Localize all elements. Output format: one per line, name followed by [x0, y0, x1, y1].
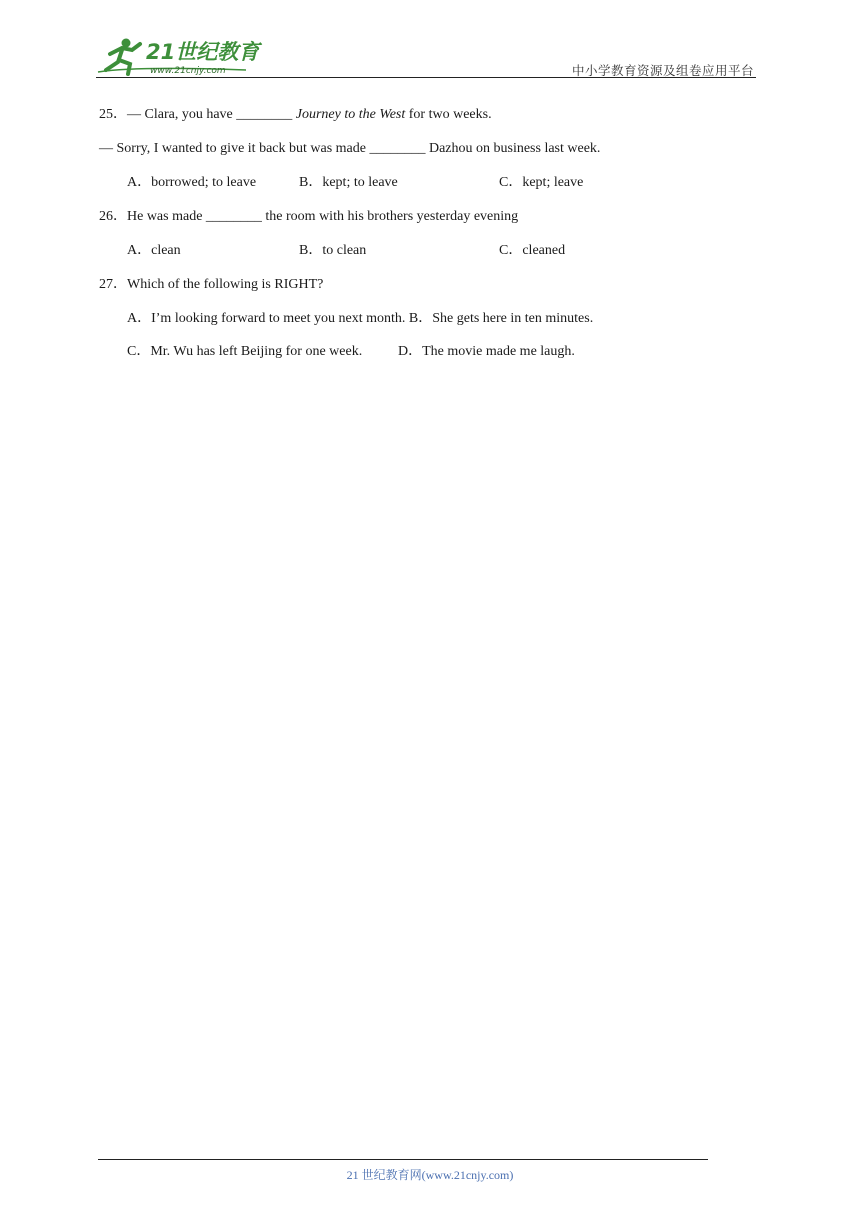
question-27-option-c: C．Mr. Wu has left Beijing for one week. — [127, 344, 363, 359]
question-26-option-c: C．cleaned — [499, 243, 566, 258]
question-25-text-part1: — Clara, you have ________ — [127, 107, 296, 122]
question-27-option-d: D．The movie made me laugh. — [398, 344, 575, 359]
question-25-number: 25． — [99, 107, 127, 122]
svg-text:www.21cnjy.com: www.21cnjy.com — [150, 66, 226, 76]
footer-site-link[interactable]: 21 世纪教育网(www.21cnjy.com) — [346, 1168, 514, 1182]
question-27-options-a-b: A．I’m looking forward to meet you next month. B．She gets here in ten minutes. — [127, 311, 594, 326]
header-site-title: 中小学教育资源及组卷应用平台 — [571, 63, 754, 78]
svg-text:21世纪教育: 21世纪教育 — [146, 40, 260, 64]
question-25-option-c: C．kept; leave — [499, 175, 584, 190]
question-26-option-a: A．clean — [127, 243, 181, 258]
question-25-response: — Sorry, I wanted to give it back but was made ________ Dazhou on business last week. — [99, 141, 601, 156]
footer-divider — [98, 1159, 708, 1160]
question-25-option-b: B．kept; to leave — [299, 175, 398, 190]
question-27-prompt: 27．Which of the following is RIGHT? — [99, 277, 324, 292]
question-25-option-a: A．borrowed; to leave — [127, 175, 257, 190]
question-25-prompt — [99, 106, 492, 124]
question-25-text-part2: for two weeks. — [405, 107, 492, 122]
question-26-prompt: 26．He was made ________ the room with his brothers yesterday evening — [99, 209, 519, 224]
question-25-book-title: Journey to the West — [295, 107, 406, 122]
question-26-option-b: B．to clean — [299, 243, 367, 258]
